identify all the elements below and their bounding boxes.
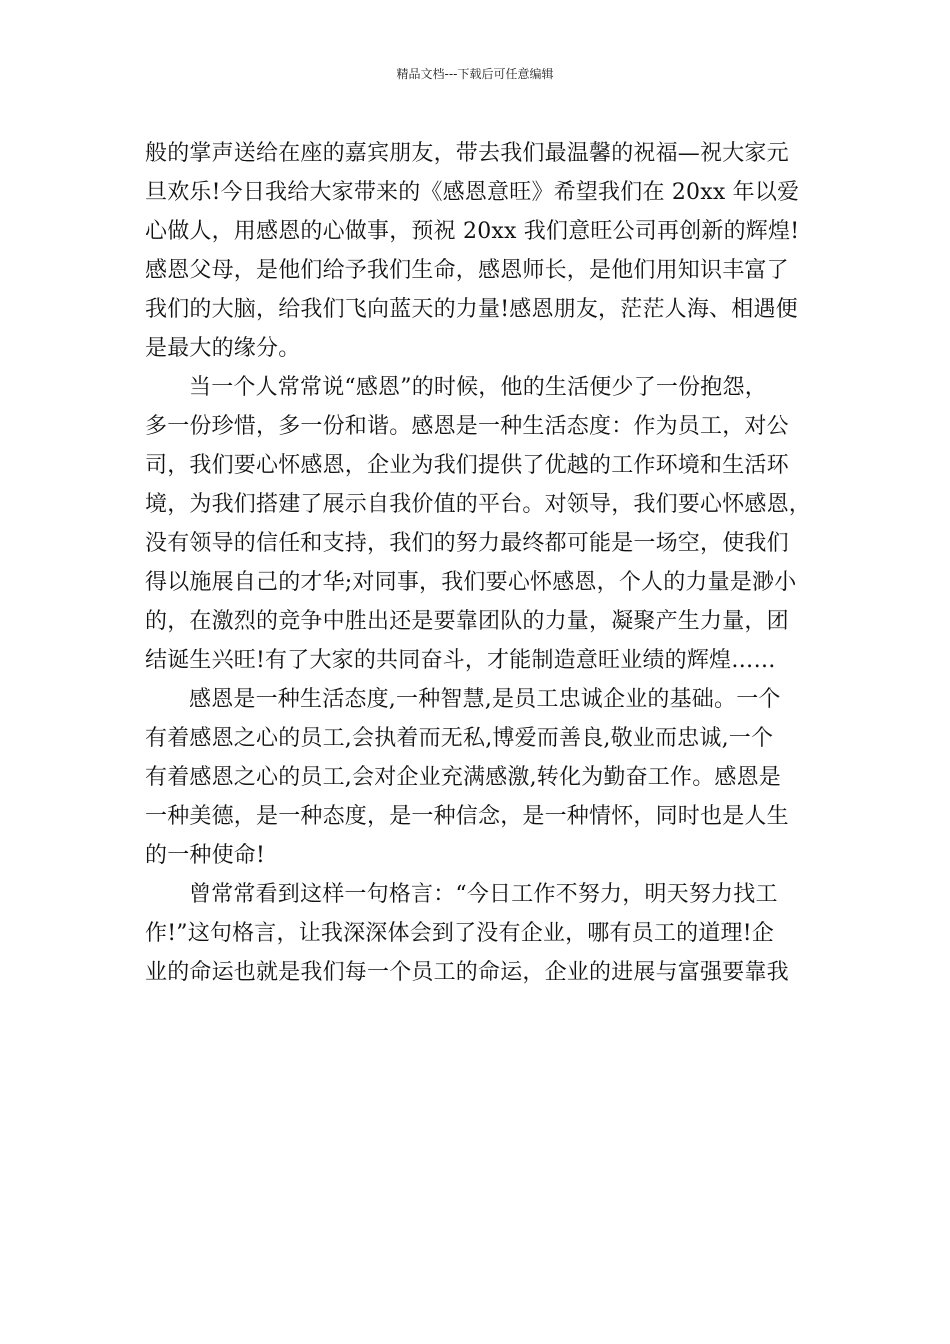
paragraph-line: 有着感恩之心的员工,会执着而无私,博爱而善良,敬业而忠诚,一个	[145, 726, 774, 751]
paragraph-line: 我们的大脑，给我们飞向蓝天的力量!感恩朋友，茫茫人海、相遇便	[145, 297, 798, 322]
paragraph-3	[145, 680, 815, 875]
paragraph-line: 多一份珍惜，多一份和谐。感恩是一种生活态度：作为员工，对公	[145, 414, 789, 439]
paragraph-line: 般的掌声送给在座的嘉宾朋友，带去我们最温馨的祝福—祝大家元	[145, 141, 789, 166]
paragraph-line: 感恩父母，是他们给予我们生命，感恩师长，是他们用知识丰富了	[145, 258, 789, 283]
paragraph-line: 没有领导的信任和支持，我们的努力最终都可能是一场空，使我们	[145, 531, 789, 556]
paragraph-line: 感恩是一种生活态度,一种智慧,是员工忠诚企业的基础。一个	[189, 687, 781, 712]
paragraph-line: 当一个人常常说“感恩”的时候，他的生活便少了一份抱怨，	[189, 375, 767, 400]
paragraph-line: 有着感恩之心的员工,会对企业充满感激,转化为勤奋工作。感恩是	[145, 765, 781, 790]
paragraph-line: 得以施展自己的才华;对同事，我们要心怀感恩，个人的力量是渺小	[145, 570, 797, 595]
paragraph-line: 的一种使命!	[145, 843, 266, 868]
paragraph-line: 旦欢乐!今日我给大家带来的《感恩意旺》希望我们在 20xx 年以爱	[145, 180, 800, 205]
paragraph-line: 的，在激烈的竞争中胜出还是要靠团队的力量，凝聚产生力量，团	[145, 609, 789, 634]
paragraph-2	[145, 368, 815, 680]
paragraph-4	[145, 875, 815, 992]
paragraph-1	[145, 134, 815, 368]
paragraph-line: 曾常常看到这样一句格言：“今日工作不努力，明天努力找工	[189, 882, 778, 907]
paragraph-line: 结诞生兴旺!有了大家的共同奋斗，才能制造意旺业绩的辉煌……	[145, 648, 776, 673]
paragraph-line: 一种美德，是一种态度，是一种信念，是一种情怀，同时也是人生	[145, 804, 789, 829]
paragraph-line: 业的命运也就是我们每一个员工的命运，企业的进展与富强要靠我	[145, 960, 789, 985]
paragraph-line: 心做人，用感恩的心做事，预祝 20xx 我们意旺公司再创新的辉煌!	[145, 219, 800, 244]
paragraph-line: 是最大的缘分。	[145, 336, 301, 361]
paragraph-line: 司，我们要心怀感恩，企业为我们提供了优越的工作环境和生活环	[145, 453, 789, 478]
paragraph-line: 境，为我们搭建了展示自我价值的平台。对领导，我们要心怀感恩，	[145, 492, 812, 517]
document-body	[145, 134, 815, 992]
page-header: 精品文档---下载后可任意编辑	[396, 67, 554, 81]
paragraph-line: 作!”这句格言，让我深深体会到了没有企业，哪有员工的道理!企	[145, 921, 774, 946]
